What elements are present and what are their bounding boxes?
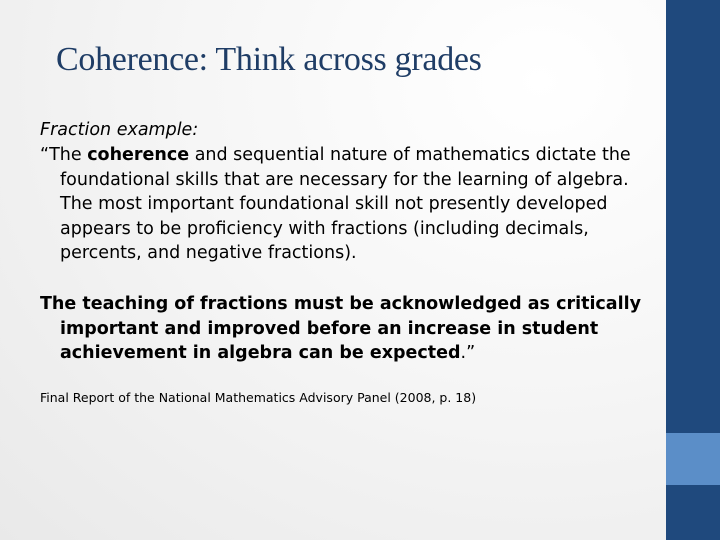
quote-rest: and sequential nature of mathematics dictate the foundational skills that are necessary for the learning of algebra. The most important foundational skill not presently developed appears to be proficiency with fractions (including decimals, percents, and negative fractions).	[60, 145, 631, 263]
citation: Final Report of the National Mathematics Advisory Panel (2008, p. 18)	[40, 390, 477, 405]
sidebar-dark-band	[666, 0, 720, 433]
quote-open: “The	[40, 145, 88, 165]
sidebar-dark-band-bottom	[666, 485, 720, 540]
quote2-close: .”	[460, 343, 476, 363]
quote-emphasis: coherence	[87, 145, 190, 165]
quote-paragraph-2	[40, 292, 658, 366]
slide-title: Coherence: Think across grades	[56, 41, 482, 78]
example-label: Fraction example:	[40, 120, 199, 140]
sidebar-accent-band	[666, 433, 720, 485]
sidebar-decoration	[666, 0, 720, 540]
quote2-text: The teaching of fractions must be acknowledged as critically important and improved before an increase in student achievement in algebra can be expected	[40, 294, 642, 363]
quote-paragraph-1	[40, 143, 658, 266]
